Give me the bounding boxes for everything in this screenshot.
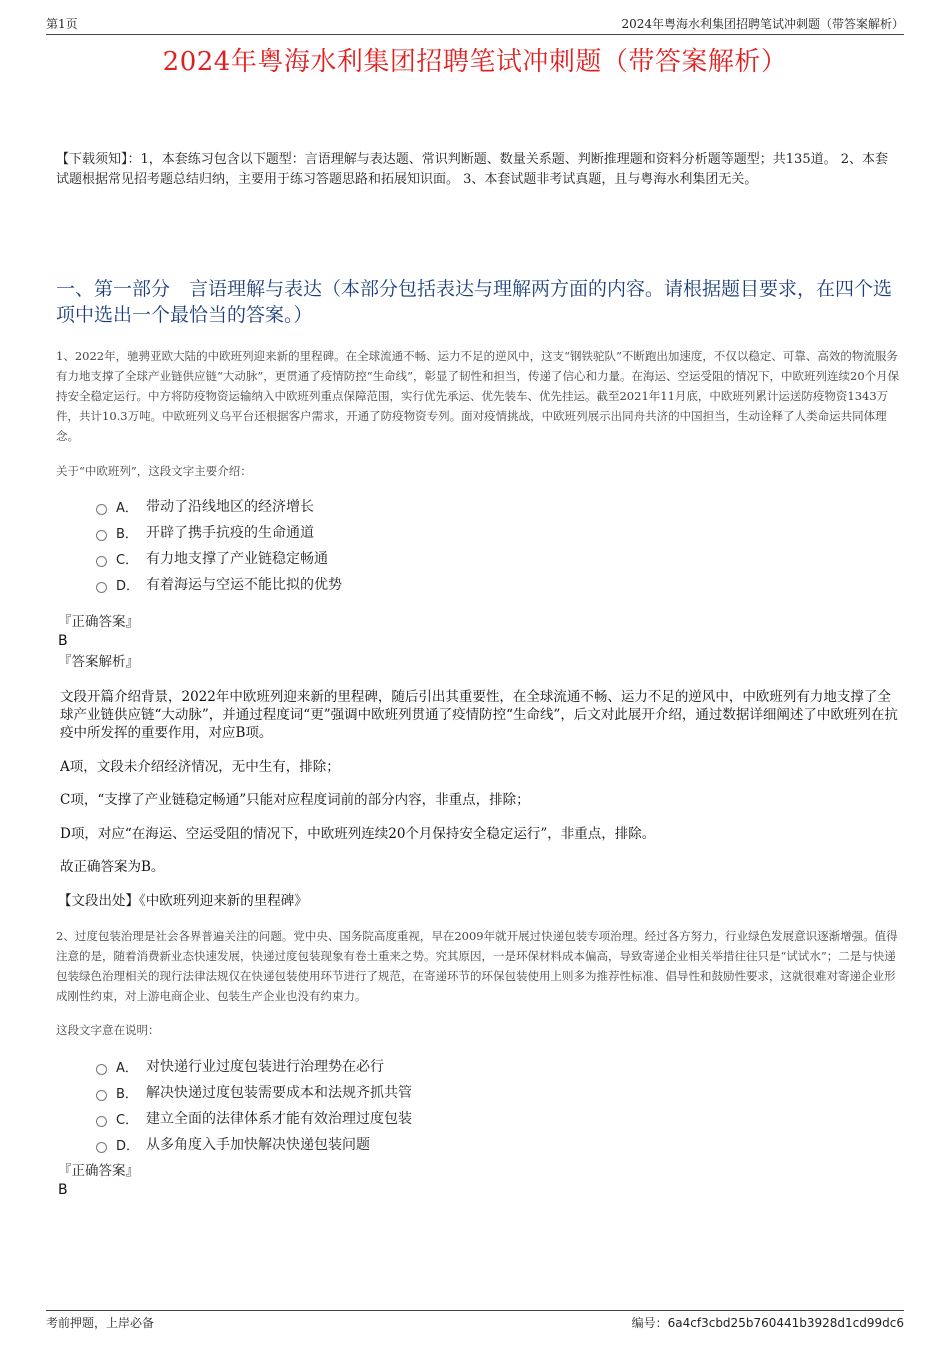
radio-icon[interactable] bbox=[96, 530, 107, 541]
radio-icon[interactable] bbox=[96, 1064, 107, 1075]
option-text: 有力地支撑了产业链稳定畅通 bbox=[146, 551, 328, 567]
question-1-answer: B bbox=[58, 633, 68, 649]
question-1-analysis-a: A项，文段未介绍经济情况，无中生有，排除； bbox=[60, 759, 340, 775]
option-letter: D． bbox=[116, 1138, 140, 1154]
question-1-option-b[interactable] bbox=[96, 519, 856, 545]
question-2-option-a[interactable] bbox=[96, 1053, 856, 1079]
footer-slogan: 考前押题，上岸必备 bbox=[46, 1316, 155, 1330]
option-text: 对快递行业过度包装进行治理势在必行 bbox=[146, 1059, 384, 1075]
question-1-analysis-label: 『答案解析』 bbox=[58, 654, 139, 670]
question-2-options bbox=[96, 1053, 856, 1157]
question-2-answer: B bbox=[58, 1182, 68, 1198]
option-text: 从多角度入手加快解决快递包装问题 bbox=[146, 1137, 370, 1153]
question-2-passage: 2、过度包装治理是社会各界普遍关注的问题。党中央、国务院高度重视，早在2009年就开展过快递包装专项治理。经过各方努力，行业绿色发展意识逐渐增强。值得注意的是，随着消费新业态快速发展，快递过度包装现象有卷土重来之势。究其原因，一是环保材料成本偏高，导致寄递企业相关举措往往只是“试试水”；二是与快递包装绿色治理相关的现行法律法规仅在快递包装使用环节进行了规范，在寄递环节的环保包装使用上则多为推荐性标准、倡导性和鼓励性要求，这就很难对寄递企业形成刚性约束，对上游电商企业、包装生产企业也没有约束力。 bbox=[56, 929, 898, 1003]
question-1-option-d[interactable] bbox=[96, 571, 856, 597]
question-2-answer-label: 『正确答案』 bbox=[58, 1163, 139, 1179]
option-text: 有着海运与空运不能比拟的优势 bbox=[146, 577, 342, 593]
question-1-prompt: 关于“中欧班列”，这段文字主要介绍： bbox=[56, 464, 252, 478]
option-text: 带动了沿线地区的经济增长 bbox=[146, 499, 314, 515]
option-letter: C． bbox=[116, 1112, 139, 1128]
page-number: 第1页 bbox=[46, 17, 78, 31]
question-2-option-c[interactable] bbox=[96, 1105, 856, 1131]
radio-icon[interactable] bbox=[96, 1090, 107, 1101]
question-1-analysis-conclusion: 故正确答案为B。 bbox=[60, 859, 165, 875]
question-1-analysis-c: C项，“支撑了产业链稳定畅通”只能对应程度词前的部分内容，非重点，排除； bbox=[60, 792, 530, 808]
radio-icon[interactable] bbox=[96, 582, 107, 593]
footer-code-value: 6a4cf3cbd25b760441b3928d1cd99dc6 bbox=[667, 1316, 904, 1330]
question-2-option-d[interactable] bbox=[96, 1131, 856, 1157]
question-1-options bbox=[96, 493, 856, 597]
option-letter: B． bbox=[116, 526, 138, 542]
footer-code bbox=[632, 1315, 904, 1331]
question-1-source: 【文段出处】《中欧班列迎来新的里程碑》 bbox=[58, 893, 308, 909]
option-letter: A． bbox=[116, 500, 138, 516]
header-doc-title: 2024年粤海水利集团招聘笔试冲刺题（带答案解析） bbox=[621, 17, 904, 31]
question-2-prompt: 这段文字意在说明： bbox=[56, 1023, 160, 1037]
radio-icon[interactable] bbox=[96, 1116, 107, 1127]
question-1-answer-label: 『正确答案』 bbox=[58, 614, 139, 630]
question-1-passage: 1、2022年，驰骋亚欧大陆的中欧班列迎来新的里程碑。在全球流通不畅、运力不足的逆风中，这支“钢铁驼队”不断跑出加速度，不仅以稳定、可靠、高效的物流服务有力地支撑了全球产业链供应链“大动脉”，更贯通了疫情防控“生命线”，彰显了韧性和担当，传递了信心和力量。在海运、空运受阻的情况下，中欧班列连续20个月保持安全稳定运行。中方将防疫物资运输纳入中欧班列重点保障范围，实行优先承运、优先装车、优先挂运。截至2021年11月底，中欧班列累计运送防疫物资1343万件，共计10.3万吨。中欧班列义乌平台还根据客户需求，开通了防疫物资专列。面对疫情挑战，中欧班列展示出同舟共济的中国担当，生动诠释了人类命运共同体理念。 bbox=[56, 349, 900, 443]
question-1-analysis-main: 文段开篇介绍背景，2022年中欧班列迎来新的里程碑，随后引出其重要性，在全球流通不畅、运力不足的逆风中，中欧班列有力地支撑了全球产业链供应链“大动脉”，并通过程度词“更”强调中欧班列贯通了疫情防控“生命线”，后文对此展开介绍，通过数据详细阐述了中欧班列在抗疫中所发挥的重要作用，对应B项。 bbox=[60, 689, 898, 741]
radio-icon[interactable] bbox=[96, 504, 107, 515]
page-title: 2024年粤海水利集团招聘笔试冲刺题（带答案解析） bbox=[162, 47, 788, 77]
option-text: 解决快递过度包装需要成本和法规齐抓共管 bbox=[146, 1085, 412, 1101]
option-letter: C． bbox=[116, 552, 139, 568]
question-2-option-b[interactable] bbox=[96, 1079, 856, 1105]
option-letter: D． bbox=[116, 578, 140, 594]
radio-icon[interactable] bbox=[96, 556, 107, 567]
question-1-analysis-d: D项，对应“在海运、空运受阻的情况下，中欧班列连续20个月保持安全稳定运行”，非重点，排除。 bbox=[60, 826, 656, 842]
option-text: 开辟了携手抗疫的生命通道 bbox=[146, 525, 314, 541]
page-footer bbox=[46, 1310, 904, 1330]
question-1-option-a[interactable] bbox=[96, 493, 856, 519]
question-1-option-c[interactable] bbox=[96, 545, 856, 571]
download-notice: 【下载须知】：1，本套练习包含以下题型：言语理解与表达题、常识判断题、数量关系题、判断推理题和资料分析题等题型；共135道。 2、本套试题根据常见招考题总结归纳，主要用于练习答题思路和拓展知识面。 3、本套试题非考试真题，且与粤海水利集团无关。 bbox=[56, 152, 888, 187]
option-text: 建立全面的法律体系才能有效治理过度包装 bbox=[146, 1111, 412, 1127]
radio-icon[interactable] bbox=[96, 1142, 107, 1153]
page-header bbox=[46, 14, 904, 35]
section-title: 一、第一部分 言语理解与表达（本部分包括表达与理解两方面的内容。请根据题目要求，在四个选项中选出一个最恰当的答案。） bbox=[56, 278, 893, 326]
option-letter: A． bbox=[116, 1060, 138, 1076]
footer-code-label: 编号： bbox=[631, 1316, 668, 1330]
option-letter: B． bbox=[116, 1086, 138, 1102]
